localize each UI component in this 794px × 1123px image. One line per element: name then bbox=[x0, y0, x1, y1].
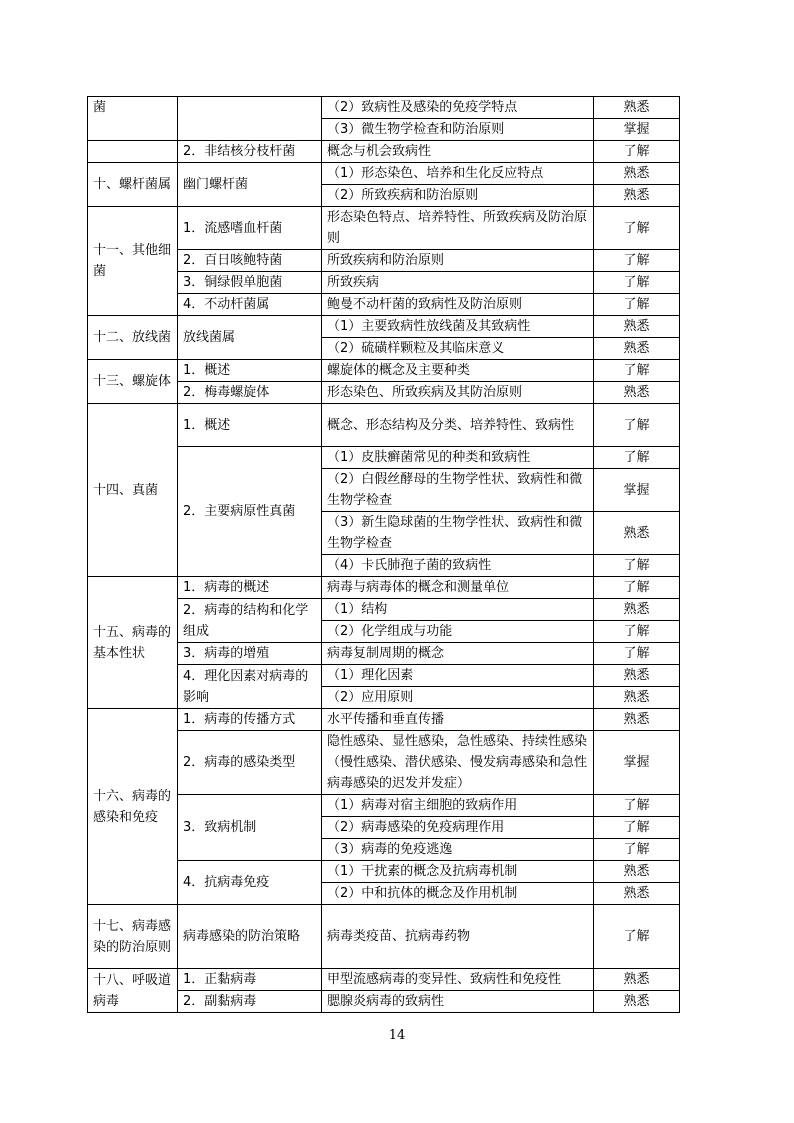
table-row bbox=[88, 905, 680, 969]
content-cell: 水平传播和垂直传播 bbox=[322, 709, 594, 731]
topic-cell: 1．概述 bbox=[178, 360, 322, 382]
level-cell: 了解 bbox=[594, 839, 680, 861]
level-cell: 熟悉 bbox=[594, 883, 680, 905]
content-cell: 腮腺炎病毒的致病性 bbox=[322, 991, 594, 1013]
topic-cell: 2．副黏病毒 bbox=[178, 991, 322, 1013]
syllabus-table bbox=[87, 96, 680, 1013]
unit-cell: 十五、病毒的基本性状 bbox=[88, 577, 178, 709]
table-row bbox=[88, 207, 680, 250]
level-cell: 掌握 bbox=[594, 119, 680, 141]
content-cell: （4）卡氏肺孢子菌的致病性 bbox=[322, 555, 594, 577]
topic-cell: 放线菌属 bbox=[178, 316, 322, 360]
content-cell: 病毒类疫苗、抗病毒药物 bbox=[322, 905, 594, 969]
topic-cell: 1．病毒的传播方式 bbox=[178, 709, 322, 731]
topic-cell: 4．不动杆菌属 bbox=[178, 294, 322, 316]
content-cell: 病毒复制周期的概念 bbox=[322, 643, 594, 665]
topic-cell: 2．主要病原性真菌 bbox=[178, 447, 322, 577]
topic-cell: 1．流感嗜血杆菌 bbox=[178, 207, 322, 250]
level-cell: 熟悉 bbox=[594, 338, 680, 360]
level-cell: 熟悉 bbox=[594, 185, 680, 207]
level-cell: 了解 bbox=[594, 447, 680, 469]
level-cell: 熟悉 bbox=[594, 97, 680, 119]
unit-cell bbox=[88, 141, 178, 163]
table-row bbox=[88, 316, 680, 338]
content-cell: 形态染色、所致疾病及其防治原则 bbox=[322, 382, 594, 404]
level-cell: 熟悉 bbox=[594, 599, 680, 621]
level-cell: 熟悉 bbox=[594, 991, 680, 1013]
topic-cell: 2．病毒的感染类型 bbox=[178, 731, 322, 795]
content-cell: （2）应用原则 bbox=[322, 687, 594, 709]
level-cell: 熟悉 bbox=[594, 382, 680, 404]
level-cell: 熟悉 bbox=[594, 665, 680, 687]
unit-cell: 十七、病毒感染的防治原则 bbox=[88, 905, 178, 969]
topic-cell: 1．病毒的概述 bbox=[178, 577, 322, 599]
unit-cell: 十四、真菌 bbox=[88, 404, 178, 577]
content-cell: （1）干扰素的概念及抗病毒机制 bbox=[322, 861, 594, 883]
level-cell: 熟悉 bbox=[594, 512, 680, 555]
level-cell: 了解 bbox=[594, 250, 680, 272]
content-cell: （3）微生物学检查和防治原则 bbox=[322, 119, 594, 141]
level-cell: 了解 bbox=[594, 555, 680, 577]
topic-cell: 1．正黏病毒 bbox=[178, 969, 322, 991]
table-row bbox=[88, 360, 680, 382]
content-cell: （1）理化因素 bbox=[322, 665, 594, 687]
content-cell: （1）皮肤癣菌常见的种类和致病性 bbox=[322, 447, 594, 469]
content-cell: 鲍曼不动杆菌的致病性及防治原则 bbox=[322, 294, 594, 316]
topic-cell: 3．病毒的增殖 bbox=[178, 643, 322, 665]
topic-cell: 病毒感染的防治策略 bbox=[178, 905, 322, 969]
table-row bbox=[88, 97, 680, 119]
level-cell: 了解 bbox=[594, 817, 680, 839]
level-cell: 了解 bbox=[594, 360, 680, 382]
content-cell: 概念与机会致病性 bbox=[322, 141, 594, 163]
level-cell: 了解 bbox=[594, 294, 680, 316]
content-cell: （1）形态染色、培养和生化反应特点 bbox=[322, 163, 594, 185]
table-row bbox=[88, 969, 680, 991]
level-cell: 熟悉 bbox=[594, 709, 680, 731]
topic-cell: 2．非结核分枝杆菌 bbox=[178, 141, 322, 163]
level-cell: 熟悉 bbox=[594, 316, 680, 338]
unit-cell: 十六、病毒的感染和免疫 bbox=[88, 709, 178, 905]
content-cell: （2）病毒感染的免疫病理作用 bbox=[322, 817, 594, 839]
page-number: 14 bbox=[388, 1028, 406, 1043]
topic-cell bbox=[178, 97, 322, 141]
content-cell: （1）主要致病性放线菌及其致病性 bbox=[322, 316, 594, 338]
level-cell: 了解 bbox=[594, 207, 680, 250]
content-cell: 螺旋体的概念及主要种类 bbox=[322, 360, 594, 382]
topic-cell: 1．概述 bbox=[178, 404, 322, 447]
level-cell: 了解 bbox=[594, 643, 680, 665]
unit-cell: 十三、螺旋体 bbox=[88, 360, 178, 404]
topic-cell: 4．理化因素对病毒的影响 bbox=[178, 665, 322, 709]
content-cell: 甲型流感病毒的变异性、致病性和免疫性 bbox=[322, 969, 594, 991]
level-cell: 了解 bbox=[594, 272, 680, 294]
level-cell: 掌握 bbox=[594, 731, 680, 795]
content-cell: 形态染色特点、培养特性、所致疾病及防治原则 bbox=[322, 207, 594, 250]
content-cell: （2）致病性及感染的免疫学特点 bbox=[322, 97, 594, 119]
table-row bbox=[88, 163, 680, 185]
level-cell: 掌握 bbox=[594, 469, 680, 512]
content-cell: （1）病毒对宿主细胞的致病作用 bbox=[322, 795, 594, 817]
level-cell: 了解 bbox=[594, 404, 680, 447]
content-cell: 所致疾病和防治原则 bbox=[322, 250, 594, 272]
topic-cell: 幽门螺杆菌 bbox=[178, 163, 322, 207]
content-cell: 所致疾病 bbox=[322, 272, 594, 294]
content-cell: （3）新生隐球菌的生物学性状、致病性和微生物学检查 bbox=[322, 512, 594, 555]
table-row bbox=[88, 577, 680, 599]
level-cell: 了解 bbox=[594, 577, 680, 599]
content-cell: （2）硫磺样颗粒及其临床意义 bbox=[322, 338, 594, 360]
topic-cell: 2．病毒的结构和化学组成 bbox=[178, 599, 322, 643]
topic-cell: 3．致病机制 bbox=[178, 795, 322, 861]
content-cell: （2）白假丝酵母的生物学性状、致病性和微生物学检查 bbox=[322, 469, 594, 512]
unit-cell: 菌 bbox=[88, 97, 178, 141]
table-row bbox=[88, 709, 680, 731]
topic-cell: 3．铜绿假单胞菌 bbox=[178, 272, 322, 294]
content-cell: （2）化学组成与功能 bbox=[322, 621, 594, 643]
table-row bbox=[88, 141, 680, 163]
content-cell: （1）结构 bbox=[322, 599, 594, 621]
content-cell: （2）中和抗体的概念及作用机制 bbox=[322, 883, 594, 905]
topic-cell: 4．抗病毒免疫 bbox=[178, 861, 322, 905]
level-cell: 熟悉 bbox=[594, 969, 680, 991]
unit-cell: 十、螺杆菌属 bbox=[88, 163, 178, 207]
unit-cell: 十二、放线菌 bbox=[88, 316, 178, 360]
content-cell: 病毒与病毒体的概念和测量单位 bbox=[322, 577, 594, 599]
content-cell: 隐性感染、显性感染，急性感染、持续性感染（慢性感染、潜伏感染、慢发病毒感染和急性病毒感染的迟发并发症） bbox=[322, 731, 594, 795]
level-cell: 熟悉 bbox=[594, 687, 680, 709]
level-cell: 熟悉 bbox=[594, 163, 680, 185]
unit-cell: 十八、呼吸道病毒 bbox=[88, 969, 178, 1013]
table-row bbox=[88, 404, 680, 447]
level-cell: 熟悉 bbox=[594, 861, 680, 883]
level-cell: 了解 bbox=[594, 795, 680, 817]
content-cell: （2）所致疾病和防治原则 bbox=[322, 185, 594, 207]
topic-cell: 2．百日咳鲍特菌 bbox=[178, 250, 322, 272]
level-cell: 了解 bbox=[594, 905, 680, 969]
content-cell: （3）病毒的免疫逃逸 bbox=[322, 839, 594, 861]
unit-cell: 十一、其他细菌 bbox=[88, 207, 178, 316]
topic-cell: 2．梅毒螺旋体 bbox=[178, 382, 322, 404]
level-cell: 了解 bbox=[594, 621, 680, 643]
content-cell: 概念、形态结构及分类、培养特性、致病性 bbox=[322, 404, 594, 447]
level-cell: 了解 bbox=[594, 141, 680, 163]
